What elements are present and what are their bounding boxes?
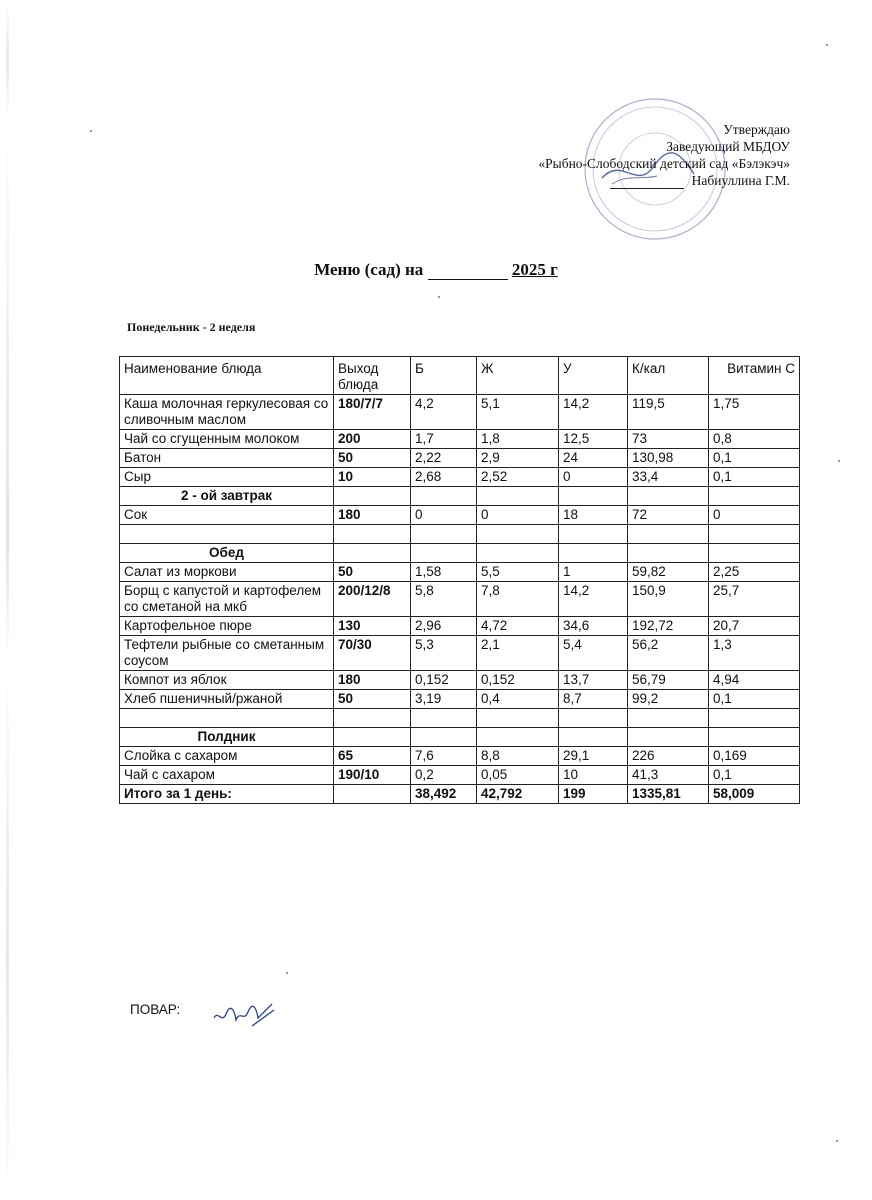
cell-kcal: 119,5 (628, 395, 709, 430)
cell-dish-name: Компот из яблок (120, 671, 334, 690)
cell-kcal: 192,72 (628, 617, 709, 636)
total-row (120, 785, 800, 804)
cell-dish-name (120, 709, 334, 728)
cell-fat: 2,52 (477, 468, 559, 487)
cell-dish-name: Картофельное пюре (120, 617, 334, 636)
cell-vitamin-c: 25,7 (709, 582, 800, 617)
cell-kcal: 226 (628, 747, 709, 766)
section-row (120, 728, 800, 747)
cell-yield: 180/7/7 (334, 395, 411, 430)
cell-carbs: 5,4 (559, 636, 628, 671)
cell-dish-name: Слойка с сахаром (120, 747, 334, 766)
cell-protein (411, 709, 477, 728)
table-row (120, 671, 800, 690)
day-label: Понедельник - 2 неделя (127, 320, 256, 334)
table-header-row (120, 357, 800, 395)
cell-vitamin-c (709, 487, 800, 506)
cell-protein (411, 544, 477, 563)
cell-yield (334, 709, 411, 728)
cell-carbs (559, 728, 628, 747)
signature-line (610, 188, 684, 189)
cell-vitamin-c: 0,1 (709, 468, 800, 487)
cell-kcal: 150,9 (628, 582, 709, 617)
cell-fat (477, 544, 559, 563)
cell-fat: 0 (477, 506, 559, 525)
header-vitamin-c: Витамин С (709, 357, 800, 395)
cell-carbs: 10 (559, 766, 628, 785)
cell-protein: 4,2 (411, 395, 477, 430)
cell-yield: 200/12/8 (334, 582, 411, 617)
cell-fat (477, 709, 559, 728)
cell-fat: 8,8 (477, 747, 559, 766)
cell-carbs: 18 (559, 506, 628, 525)
approval-position: Заведующий МБДОУ (666, 139, 790, 154)
table-row (120, 766, 800, 785)
cell-kcal: 59,82 (628, 563, 709, 582)
scan-speck (438, 296, 440, 298)
cell-carbs: 14,2 (559, 395, 628, 430)
cell-vitamin-c: 0,1 (709, 690, 800, 709)
cell-protein (411, 525, 477, 544)
cell-carbs (559, 487, 628, 506)
cell-dish-name: Борщ с капустой и картофелем со сметаной на мкб (120, 582, 334, 617)
cell-carbs: 14,2 (559, 582, 628, 617)
cell-kcal: 99,2 (628, 690, 709, 709)
cell-yield (334, 544, 411, 563)
cell-yield: 130 (334, 617, 411, 636)
cell-kcal: 56,79 (628, 671, 709, 690)
header-dish-name: Наименование блюда (120, 357, 334, 395)
cell-vitamin-c: 2,25 (709, 563, 800, 582)
cell-protein (411, 487, 477, 506)
cell-protein: 0,152 (411, 671, 477, 690)
cell-protein: 3,19 (411, 690, 477, 709)
cell-vitamin-c: 0,169 (709, 747, 800, 766)
cell-kcal: 41,3 (628, 766, 709, 785)
cell-yield (334, 525, 411, 544)
cell-fat (477, 487, 559, 506)
cell-carbs (559, 709, 628, 728)
approval-title: Утверждаю (723, 122, 790, 137)
date-blank (428, 279, 508, 280)
cell-vitamin-c (709, 728, 800, 747)
cell-protein: 2,22 (411, 449, 477, 468)
cell-vitamin-c (709, 525, 800, 544)
empty-row (120, 709, 800, 728)
cell-carbs: 34,6 (559, 617, 628, 636)
cell-kcal: 73 (628, 430, 709, 449)
cell-dish-name: Батон (120, 449, 334, 468)
cell-kcal (628, 487, 709, 506)
cell-vitamin-c (709, 709, 800, 728)
cell-dish-name: Сок (120, 506, 334, 525)
cell-dish-name: Итого за 1 день: (120, 785, 334, 804)
cell-yield: 180 (334, 506, 411, 525)
cell-dish-name: Каша молочная геркулесовая со сливочным маслом (120, 395, 334, 430)
cell-carbs: 0 (559, 468, 628, 487)
cell-kcal: 56,2 (628, 636, 709, 671)
section-row (120, 487, 800, 506)
cell-fat: 5,1 (477, 395, 559, 430)
cell-dish-name: Хлеб пшеничный/ржаной (120, 690, 334, 709)
cell-protein: 1,7 (411, 430, 477, 449)
cell-yield: 50 (334, 690, 411, 709)
cell-yield: 50 (334, 563, 411, 582)
table-row (120, 468, 800, 487)
cell-vitamin-c: 0,1 (709, 766, 800, 785)
table-row (120, 563, 800, 582)
cell-carbs: 199 (559, 785, 628, 804)
table-row (120, 582, 800, 617)
cell-carbs: 8,7 (559, 690, 628, 709)
cook-label: ПОВАР: (130, 1002, 181, 1017)
section-row (120, 544, 800, 563)
cell-protein: 0 (411, 506, 477, 525)
cell-vitamin-c: 0,8 (709, 430, 800, 449)
cell-protein: 5,3 (411, 636, 477, 671)
table-row (120, 395, 800, 430)
table-row (120, 636, 800, 671)
cell-vitamin-c: 0 (709, 506, 800, 525)
cell-dish-name: 2 - ой завтрак (120, 487, 334, 506)
menu-table (119, 356, 800, 804)
scan-speck (838, 460, 840, 462)
cell-carbs (559, 544, 628, 563)
table-row (120, 506, 800, 525)
cell-yield (334, 487, 411, 506)
cell-dish-name (120, 525, 334, 544)
cell-vitamin-c: 58,009 (709, 785, 800, 804)
cell-yield (334, 728, 411, 747)
approval-signature-row (538, 172, 790, 189)
cell-carbs: 29,1 (559, 747, 628, 766)
cell-carbs (559, 525, 628, 544)
cell-vitamin-c: 0,1 (709, 449, 800, 468)
cell-fat (477, 728, 559, 747)
cell-fat: 7,8 (477, 582, 559, 617)
cell-protein: 5,8 (411, 582, 477, 617)
cell-fat: 0,4 (477, 690, 559, 709)
scan-speck (286, 972, 288, 974)
cell-protein: 2,68 (411, 468, 477, 487)
cell-protein: 38,492 (411, 785, 477, 804)
cell-yield: 200 (334, 430, 411, 449)
cell-dish-name: Салат из моркови (120, 563, 334, 582)
scan-speck (90, 130, 92, 132)
cell-fat: 42,792 (477, 785, 559, 804)
title-year: 2025 г (511, 260, 558, 279)
cell-kcal (628, 525, 709, 544)
cell-kcal (628, 709, 709, 728)
table-row (120, 617, 800, 636)
page-title (0, 260, 872, 280)
scan-speck (836, 1140, 838, 1142)
cell-yield: 180 (334, 671, 411, 690)
header-carbs: У (559, 357, 628, 395)
cell-vitamin-c: 1,75 (709, 395, 800, 430)
header-protein: Б (411, 357, 477, 395)
cell-fat (477, 525, 559, 544)
cell-protein (411, 728, 477, 747)
cell-fat: 1,8 (477, 430, 559, 449)
director-name: Набиуллина Г.М. (691, 173, 790, 188)
scan-edge (6, 0, 9, 1200)
cell-fat: 2,9 (477, 449, 559, 468)
cell-vitamin-c (709, 544, 800, 563)
table-row (120, 449, 800, 468)
cell-dish-name: Чай со сгущенным молоком (120, 430, 334, 449)
cell-dish-name: Тефтели рыбные со сметанным соусом (120, 636, 334, 671)
cell-carbs: 13,7 (559, 671, 628, 690)
cell-vitamin-c: 1,3 (709, 636, 800, 671)
table-row (120, 430, 800, 449)
header-kcal: К/кал (628, 357, 709, 395)
empty-row (120, 525, 800, 544)
cell-fat: 2,1 (477, 636, 559, 671)
header-yield: Выход блюда (334, 357, 411, 395)
approval-block (538, 121, 790, 189)
cell-vitamin-c: 4,94 (709, 671, 800, 690)
cell-protein: 7,6 (411, 747, 477, 766)
cell-fat: 0,05 (477, 766, 559, 785)
cell-dish-name: Полдник (120, 728, 334, 747)
cell-fat: 4,72 (477, 617, 559, 636)
approval-organization: «Рыбно-Слободский детский сад «Бэлэкэч» (538, 156, 790, 171)
cell-kcal: 72 (628, 506, 709, 525)
cell-fat: 0,152 (477, 671, 559, 690)
cell-carbs: 24 (559, 449, 628, 468)
cell-kcal: 1335,81 (628, 785, 709, 804)
cell-protein: 2,96 (411, 617, 477, 636)
cell-protein: 0,2 (411, 766, 477, 785)
scan-speck (826, 44, 828, 46)
cell-kcal (628, 544, 709, 563)
cell-carbs: 12,5 (559, 430, 628, 449)
cell-kcal: 130,98 (628, 449, 709, 468)
cell-vitamin-c: 20,7 (709, 617, 800, 636)
cell-yield: 50 (334, 449, 411, 468)
cell-carbs: 1 (559, 563, 628, 582)
cell-yield (334, 785, 411, 804)
cell-yield: 70/30 (334, 636, 411, 671)
cell-yield: 65 (334, 747, 411, 766)
cell-dish-name: Сыр (120, 468, 334, 487)
cell-dish-name: Чай с сахаром (120, 766, 334, 785)
table-row (120, 747, 800, 766)
cell-protein: 1,58 (411, 563, 477, 582)
cell-dish-name: Обед (120, 544, 334, 563)
table-row (120, 690, 800, 709)
cook-signature (212, 1000, 276, 1030)
title-prefix: Меню (сад) на (314, 260, 424, 279)
cell-kcal (628, 728, 709, 747)
cell-fat: 5,5 (477, 563, 559, 582)
cell-yield: 190/10 (334, 766, 411, 785)
cell-kcal: 33,4 (628, 468, 709, 487)
header-fat: Ж (477, 357, 559, 395)
cell-yield: 10 (334, 468, 411, 487)
